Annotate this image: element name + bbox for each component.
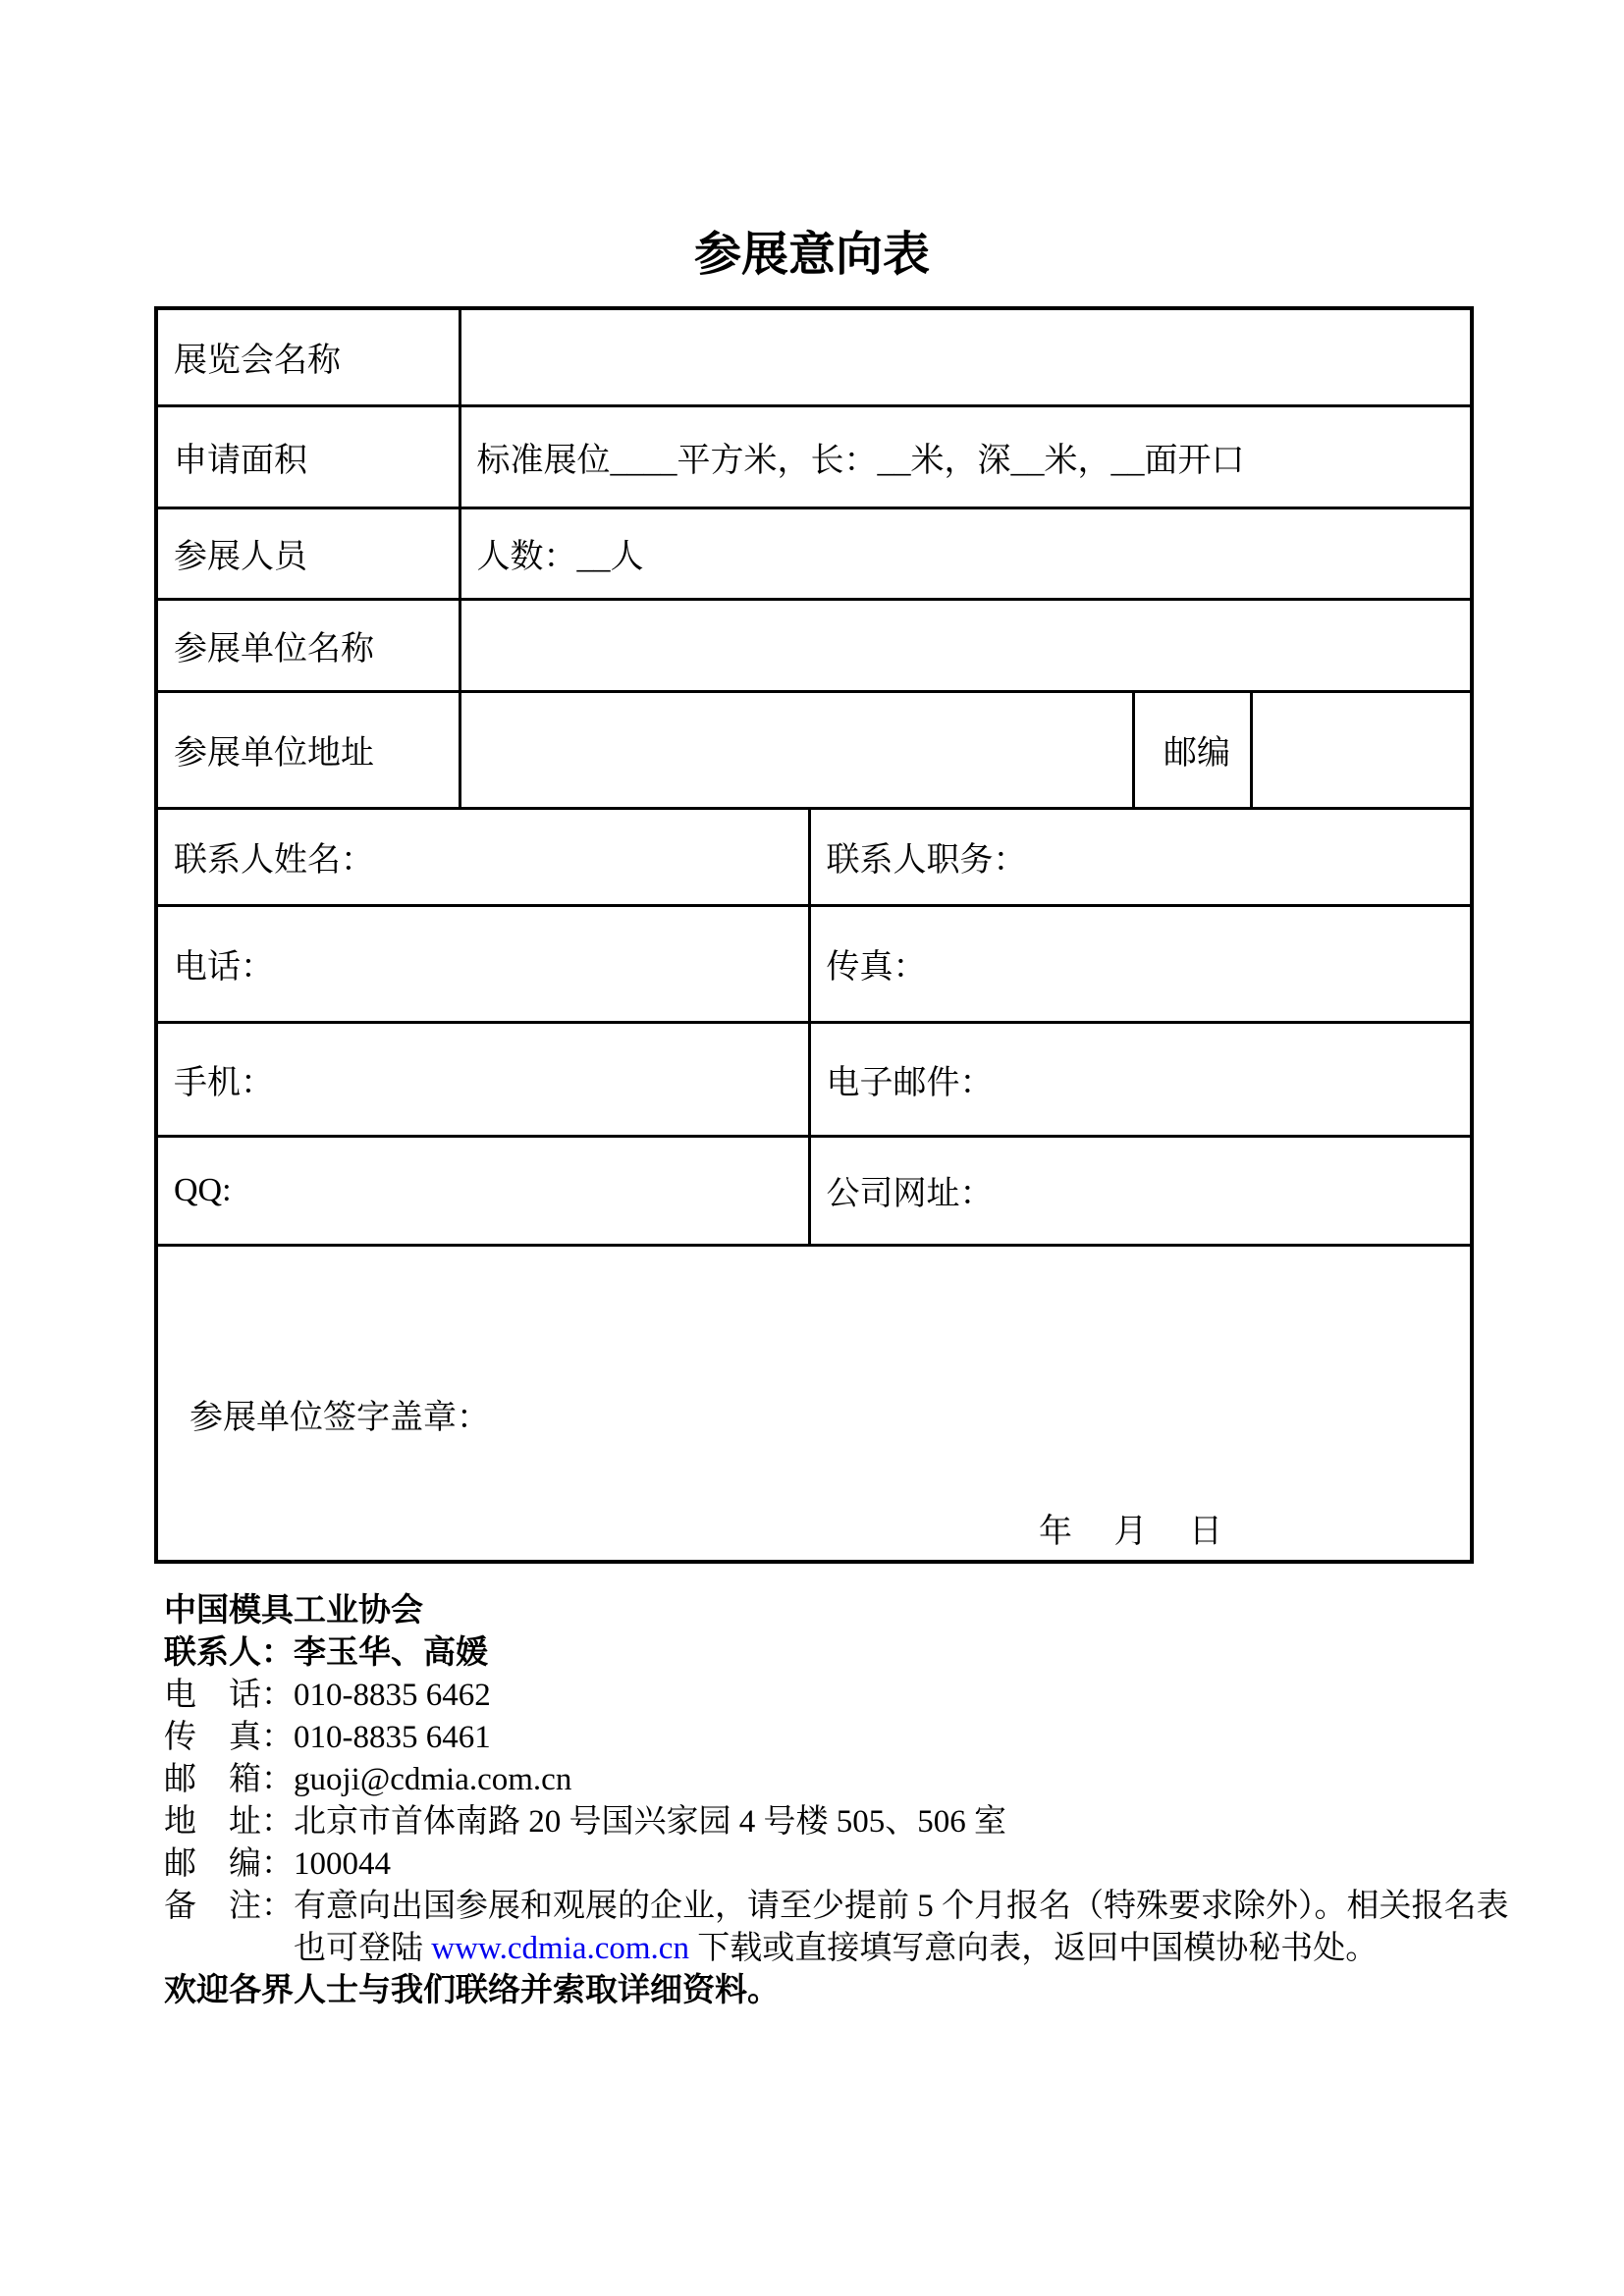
company-address-input-cell [460,691,1133,808]
company-address-label: 参展单位地址 [156,691,460,808]
contact-persons: 联系人：李玉华、高媛 [164,1635,488,1671]
registration-form-table [154,306,1474,1564]
fax-label-cell: 传真： [809,905,1472,1022]
company-name-label: 参展单位名称 [156,599,460,691]
staff-count-value: 人数：__人 [460,507,1472,599]
org-name: 中国模具工业协会 [164,1593,423,1629]
staff-label: 参展人员 [156,507,460,599]
phone-line: 电 话：010-8835 6462 [164,1678,491,1713]
page-title: 参展意向表 [693,229,930,281]
email-line: 邮 箱：guoji@cdmia.com.cn [164,1762,572,1797]
company-name-input-cell [460,599,1472,691]
signature-cell [156,1245,1472,1562]
note-body [294,1886,1529,1970]
qq-label-cell: QQ: [156,1136,809,1245]
website-label-cell: 公司网址： [809,1136,1472,1245]
contact-title-label-cell: 联系人职务： [809,808,1472,905]
address-line: 地 址：北京市首体南路 20 号国兴家园 4 号楼 505、506 室 [164,1804,1006,1840]
postcode-input-cell [1251,691,1472,808]
signature-label: 参展单位签字盖章： [189,1399,490,1436]
exhibition-name-label: 展览会名称 [156,308,460,405]
note-text-line2-pre: 也可登陆 [294,1931,432,1966]
email-label-cell: 电子邮件： [809,1022,1472,1136]
note-line [164,1886,1529,1970]
exhibition-name-input-cell [460,308,1472,405]
contact-name-label-cell: 联系人姓名： [156,808,809,905]
booth-area-value: 标准展位____平方米，长：__米，深__米，__面开口 [460,405,1472,507]
footer [164,1590,1529,2012]
note-text-line1: 有意向出国参展和观展的企业，请至少提前 5 个月报名（特殊要求除外）。相关报名表 [294,1889,1509,1924]
postcode-line: 邮 编：100044 [164,1846,391,1882]
phone-label-cell: 电话： [156,905,809,1022]
date-line: 年 月 日 [1039,1514,1222,1550]
note-label: 备 注： [164,1889,294,1924]
note-text-line2-post: 下载或直接填写意向表，返回中国模协秘书处。 [688,1931,1379,1966]
welcome-line: 欢迎各界人士与我们联络并索取详细资料。 [164,1973,780,2008]
postcode-label: 邮编 [1133,691,1251,808]
mobile-label-cell: 手机： [156,1022,809,1136]
booth-area-label: 申请面积 [156,405,460,507]
website-link[interactable]: www.cdmia.com.cn [431,1931,689,1966]
fax-line: 传 真：010-8835 6461 [164,1720,491,1755]
